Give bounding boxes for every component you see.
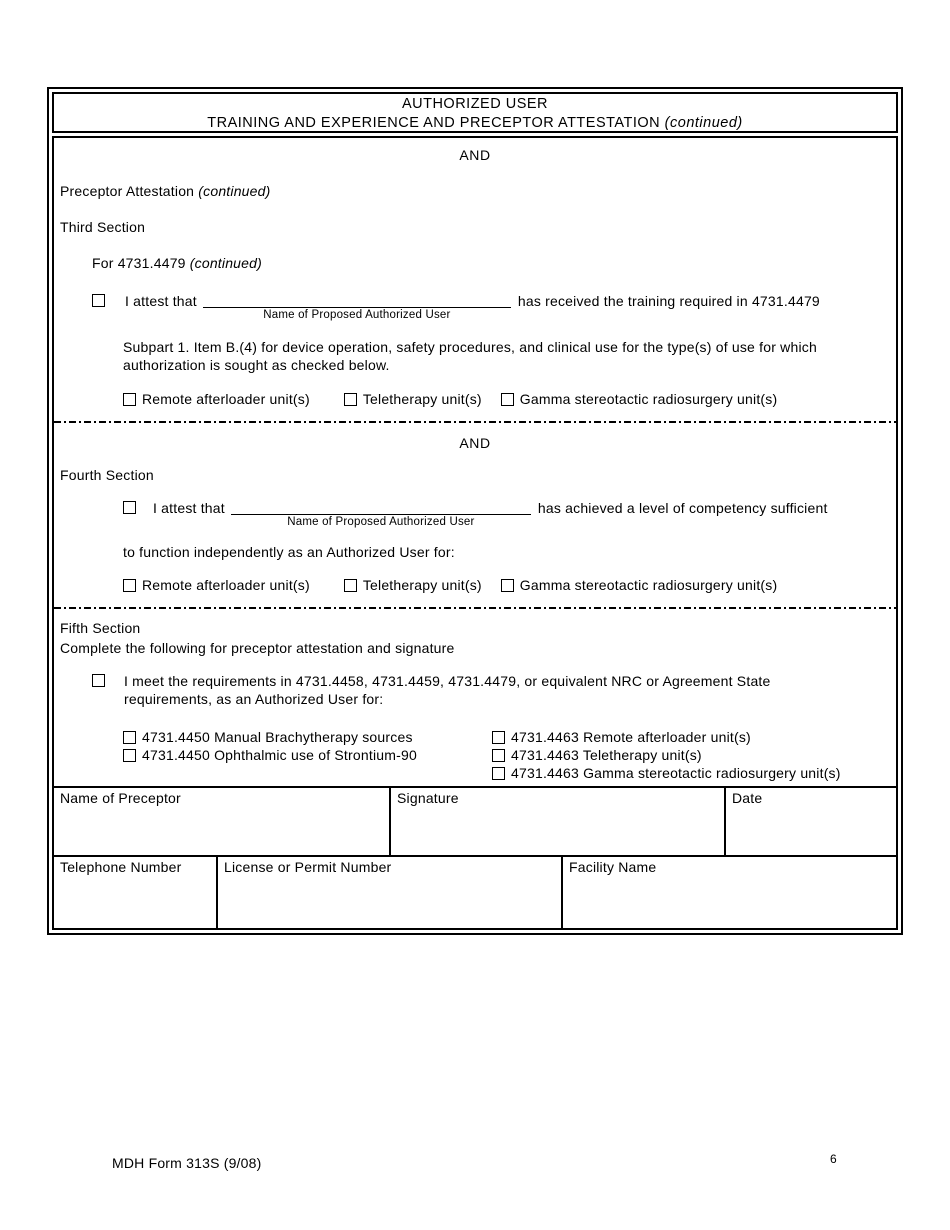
option-4463-gamma-stereotactic[interactable] [492, 764, 841, 782]
third-gamma-stereotactic-checkbox[interactable] [501, 393, 514, 406]
fourth-teletherapy-checkbox[interactable] [344, 579, 357, 592]
section-divider-dashed-2 [54, 607, 896, 609]
form-title-line2-text: TRAINING AND EXPERIENCE AND PRECEPTOR ATTESTATION [207, 114, 661, 131]
fourth-teletherapy-label: Teletherapy unit(s) [362, 577, 482, 593]
form-container [47, 87, 903, 935]
signature-cell[interactable] [391, 788, 726, 855]
third-continued-note: (continued) [189, 255, 263, 271]
and-separator-mid: AND [459, 435, 491, 451]
third-attest-row [92, 293, 896, 321]
table-row [54, 857, 896, 928]
and-separator-top: AND [459, 147, 491, 163]
fifth-right-options [492, 728, 841, 782]
fourth-unit-remote-afterloader[interactable] [123, 577, 310, 593]
option-manual-brachytherapy[interactable] [123, 728, 492, 746]
section-divider-dashed-1 [54, 421, 896, 423]
page-number: 6 [830, 1152, 837, 1166]
fourth-remote-afterloader-checkbox[interactable] [123, 579, 136, 592]
form-body [52, 136, 898, 930]
option-ophthalmic-strontium[interactable] [123, 746, 492, 764]
remote-afterloader-4463-label: 4731.4463 Remote afterloader unit(s) [511, 729, 751, 745]
third-unit-teletherapy[interactable] [344, 391, 482, 407]
third-section-subheading [92, 255, 896, 271]
fourth-attest-suffix: has achieved a level of competency sufficient [537, 500, 828, 516]
signature-table [54, 786, 896, 928]
third-subheading-text: For 4731.4479 [92, 255, 186, 271]
fourth-attest-checkbox[interactable] [123, 501, 136, 514]
facility-name-cell[interactable] [563, 857, 896, 928]
third-teletherapy-label: Teletherapy unit(s) [362, 391, 482, 407]
fourth-unit-teletherapy[interactable] [344, 577, 482, 593]
telephone-number-label: Telephone Number [60, 859, 182, 875]
third-unit-remote-afterloader[interactable] [123, 391, 310, 407]
preceptor-attestation-label: Preceptor Attestation [60, 183, 195, 199]
third-proposed-user-name-field[interactable] [203, 293, 511, 321]
option-4463-remote-afterloader[interactable] [492, 728, 841, 746]
third-attest-prefix: I attest that [125, 293, 197, 309]
third-teletherapy-checkbox[interactable] [344, 393, 357, 406]
date-label: Date [732, 790, 763, 806]
option-4463-teletherapy[interactable] [492, 746, 841, 764]
fourth-attest-row [123, 500, 896, 528]
third-section-paragraph: Subpart 1. Item B.(4) for device operation, safety procedures, and clinical use for the type(s) of use for which authorization is sought as checked below. [123, 339, 817, 373]
preceptor-name-cell[interactable] [54, 788, 391, 855]
telephone-number-cell[interactable] [54, 857, 218, 928]
third-gamma-stereotactic-label: Gamma stereotactic radiosurgery unit(s) [519, 391, 778, 407]
gamma-stereotactic-4463-label: 4731.4463 Gamma stereotactic radiosurgery unit(s) [511, 765, 841, 781]
gamma-stereotactic-4463-checkbox[interactable] [492, 767, 505, 780]
signature-label: Signature [397, 790, 459, 806]
fourth-remote-afterloader-label: Remote afterloader unit(s) [142, 577, 310, 593]
manual-brachytherapy-checkbox[interactable] [123, 731, 136, 744]
third-unit-gamma-stereotactic[interactable] [501, 391, 778, 407]
third-attest-suffix: has received the training required in 4731.4479 [517, 293, 820, 309]
form-title-block [52, 92, 898, 133]
license-permit-number-cell[interactable] [218, 857, 563, 928]
fourth-unit-options [123, 577, 896, 593]
fifth-option-columns [123, 728, 896, 782]
fifth-attest-row [92, 672, 896, 708]
date-cell[interactable] [726, 788, 896, 855]
preceptor-continued-note: (continued) [198, 183, 271, 199]
preceptor-name-label: Name of Preceptor [60, 790, 181, 806]
fourth-attest-prefix: I attest that [153, 500, 225, 516]
fourth-gamma-stereotactic-checkbox[interactable] [501, 579, 514, 592]
ophthalmic-strontium-checkbox[interactable] [123, 749, 136, 762]
fourth-blank-caption: Name of Proposed Authorized User [287, 516, 475, 528]
third-blank-caption: Name of Proposed Authorized User [263, 309, 451, 321]
preceptor-attestation-heading [60, 183, 896, 199]
third-unit-options [123, 391, 896, 407]
fifth-attest-checkbox[interactable] [92, 674, 105, 687]
fourth-unit-gamma-stereotactic[interactable] [501, 577, 778, 593]
form-title-line2 [54, 114, 896, 133]
teletherapy-4463-checkbox[interactable] [492, 749, 505, 762]
fifth-section-heading: Fifth Section [60, 620, 141, 636]
third-section-heading: Third Section [60, 219, 146, 235]
fifth-attest-text: I meet the requirements in 4731.4458, 4731.4459, 4731.4479, or equivalent NRC or Agreement State requirements, as an Authorized User for: [124, 673, 771, 707]
fourth-proposed-user-name-field[interactable] [231, 500, 531, 528]
fourth-continuation-text: to function independently as an Authorized User for: [123, 544, 455, 560]
form-id-footer: MDH Form 313S (9/08) [112, 1155, 262, 1171]
fifth-left-options [123, 728, 492, 782]
form-title-continued-note: (continued) [664, 114, 743, 131]
third-remote-afterloader-label: Remote afterloader unit(s) [142, 391, 310, 407]
table-row [54, 788, 896, 857]
ophthalmic-strontium-label: 4731.4450 Ophthalmic use of Strontium-90 [142, 747, 417, 763]
remote-afterloader-4463-checkbox[interactable] [492, 731, 505, 744]
fourth-gamma-stereotactic-label: Gamma stereotactic radiosurgery unit(s) [519, 577, 778, 593]
manual-brachytherapy-label: 4731.4450 Manual Brachytherapy sources [142, 729, 413, 745]
teletherapy-4463-label: 4731.4463 Teletherapy unit(s) [511, 747, 702, 763]
third-attest-checkbox[interactable] [92, 294, 105, 307]
fourth-section-heading: Fourth Section [60, 467, 154, 483]
facility-name-label: Facility Name [569, 859, 657, 875]
form-title-line1: AUTHORIZED USER [401, 96, 549, 112]
license-permit-number-label: License or Permit Number [224, 859, 392, 875]
fifth-section-subheading: Complete the following for preceptor attestation and signature [60, 640, 455, 656]
third-remote-afterloader-checkbox[interactable] [123, 393, 136, 406]
